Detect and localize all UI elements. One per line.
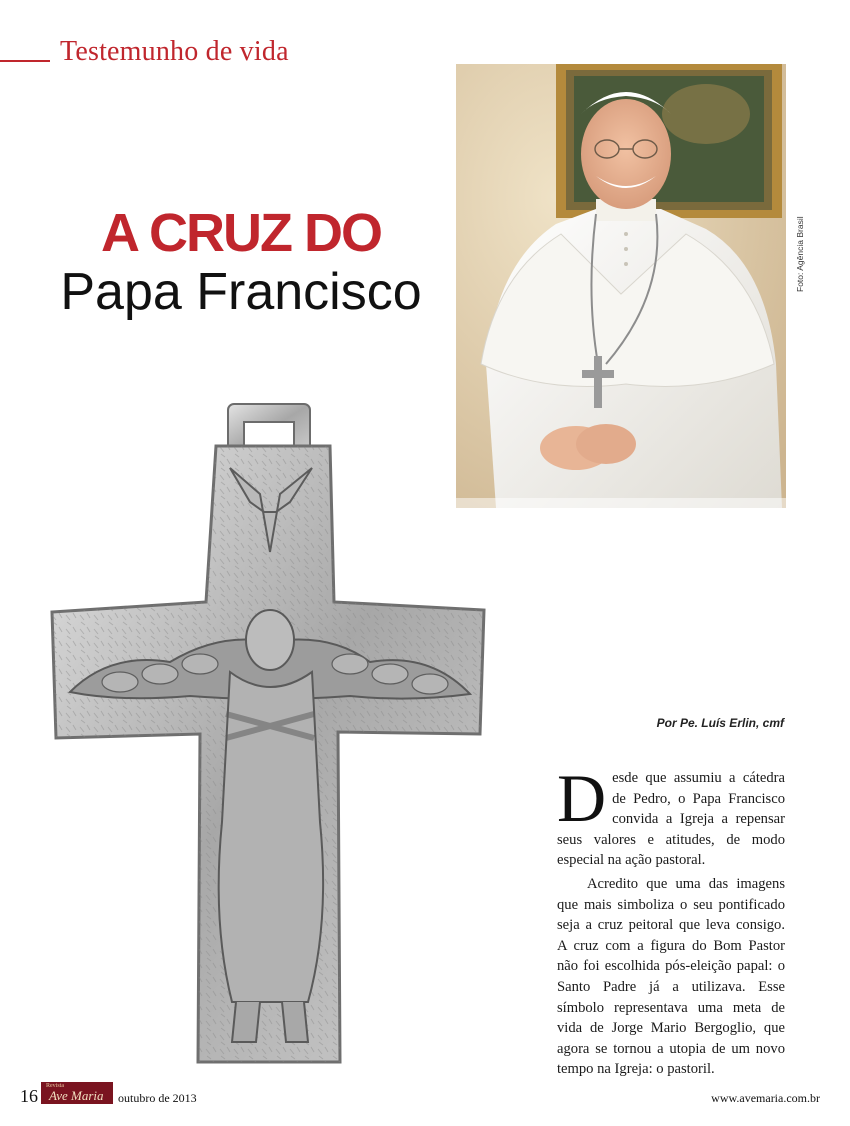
logo-title: Ave Maria bbox=[49, 1088, 104, 1103]
headline-line-2: Papa Francisco bbox=[60, 263, 422, 321]
photo-credit: Foto: Agência Brasil bbox=[795, 216, 805, 292]
drop-cap: D bbox=[557, 760, 607, 836]
byline: Por Pe. Luís Erlin, cmf bbox=[656, 716, 784, 730]
website-url: www.avemaria.com.br bbox=[711, 1091, 820, 1105]
pectoral-cross-image bbox=[50, 402, 490, 1066]
article-paragraph-2: Acredito que uma das imagens que mais simboliza o seu pontificado seja a cruz peitoral que leva consigo. A cruz com a figura do Bom Pastor não foi escolhida pós-eleição papal: o Santo Padre já a utilizava. Esse símbolo representava uma meta de vida de Jorge Mario Bergoglio, que agora se tornou a utopia de um novo tempo na Igreja: o pastoril. bbox=[557, 875, 785, 1078]
issue-date: outubro de 2013 bbox=[118, 1091, 197, 1105]
article-body bbox=[557, 760, 785, 1080]
logo-small-text: Revista bbox=[46, 1083, 64, 1089]
magazine-logo bbox=[41, 1082, 113, 1104]
pope-photo bbox=[456, 64, 786, 508]
page-number: 16 bbox=[20, 1086, 38, 1106]
headline-line-1: A CRUZ DO bbox=[101, 203, 381, 263]
section-title: Testemunho de vida bbox=[60, 36, 289, 67]
section-rule bbox=[0, 60, 50, 62]
article-paragraph-1: Desde que assumiu a cátedra de Pedro, o Papa Francisco convida a Igreja a repensar seus valores e atitudes, de modo especial na ação pastoral. bbox=[557, 760, 785, 869]
